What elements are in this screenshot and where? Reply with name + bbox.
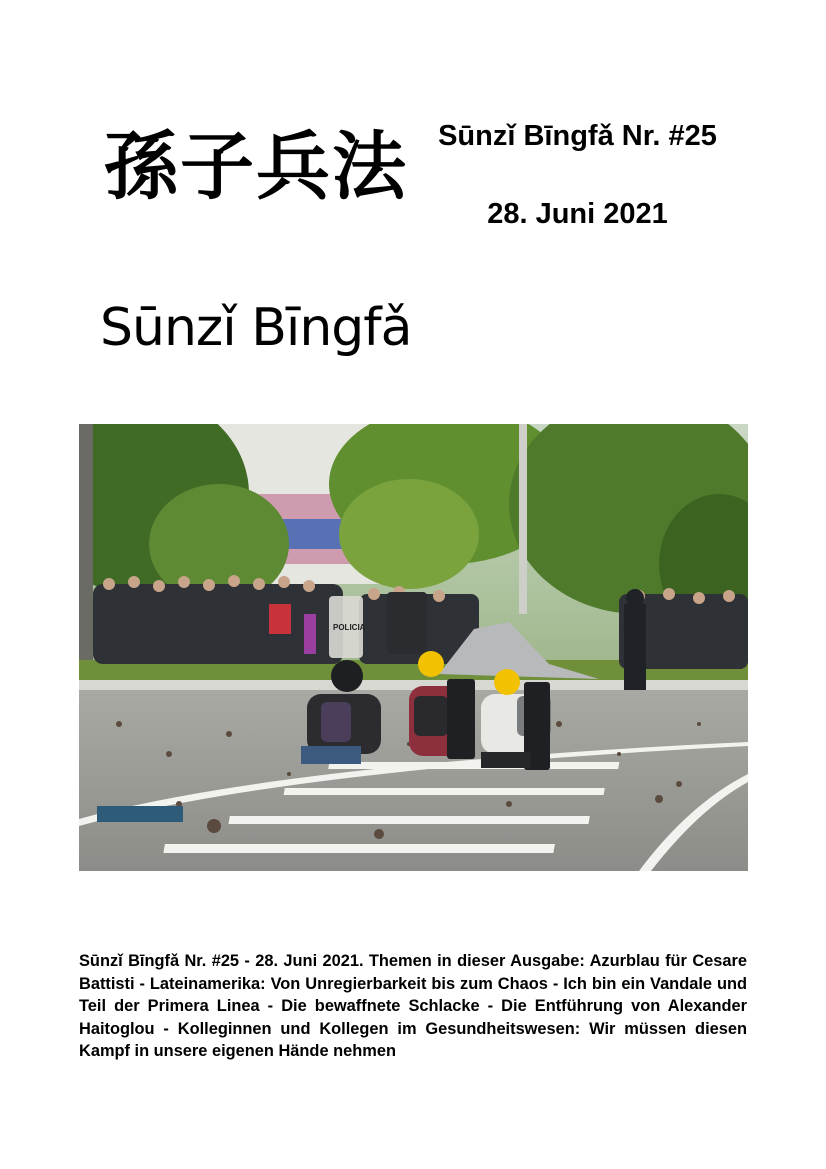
issue-summary: Sūnzǐ Bīngfǎ Nr. #25 - 28. Juni 2021. Themen in dieser Ausgabe: Azurblau für Cesare Battisti - Lateinamerika: Von Unregierbarkeit bis zum Chaos - Ich bin ein Vandale und Teil der Primera Linea - Die bewaffnete Schlacke - Die Entführung von Alexander Haitoglou - Kolleginnen und Kollegen im Gesundheitswesen: Wir müssen diesen Kampf in unsere eigenen Hände nehmen bbox=[79, 952, 747, 1061]
protest-scene-illustration bbox=[79, 424, 748, 871]
cover-photo bbox=[79, 424, 748, 871]
issue-number: Sūnzǐ Bīngfǎ Nr. #25 bbox=[438, 120, 717, 152]
logo-pinyin: Sūnzǐ Bīngfǎ bbox=[100, 298, 412, 358]
debris-case bbox=[97, 806, 183, 822]
police-shield-label: POLICIA bbox=[333, 623, 366, 632]
riot-police bbox=[624, 589, 646, 694]
issue-date: 28. Juni 2021 bbox=[487, 198, 668, 230]
logo-chinese-characters: 孫子兵法 bbox=[104, 124, 408, 210]
